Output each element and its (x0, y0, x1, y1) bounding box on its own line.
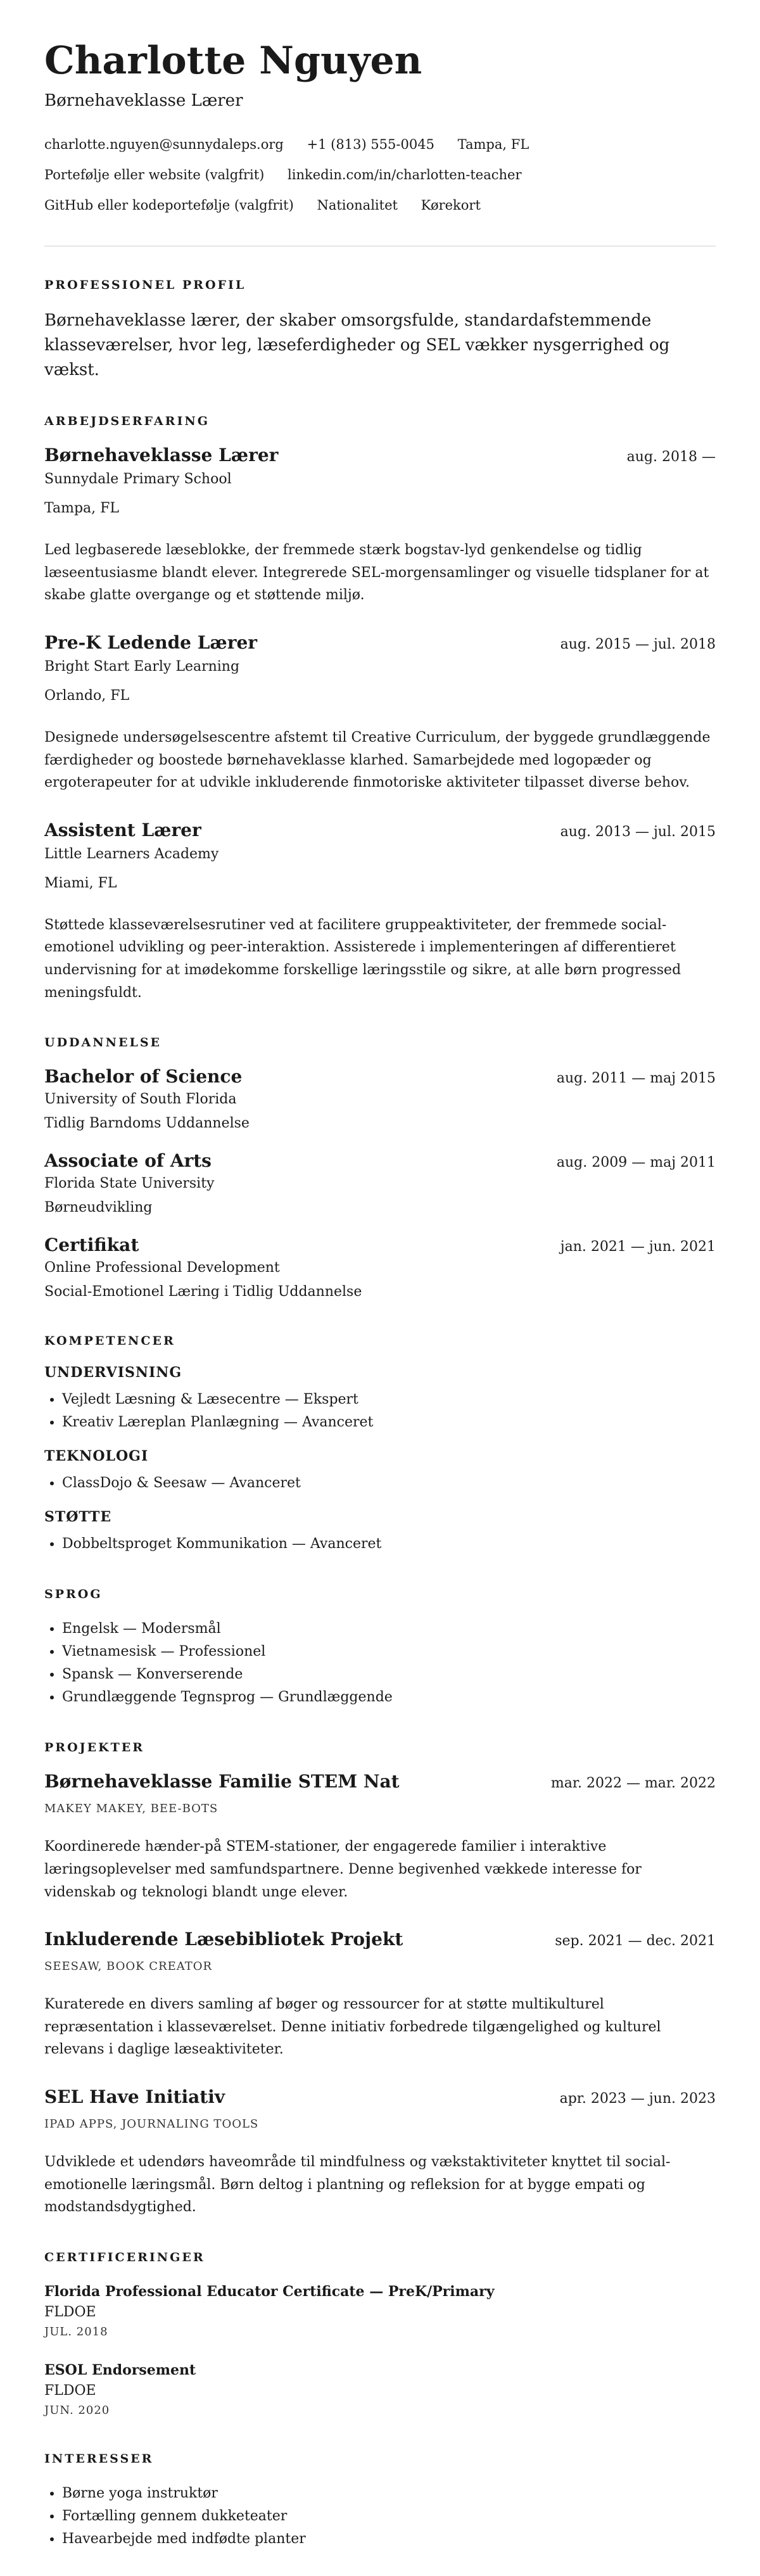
certification-entry (44, 2359, 716, 2420)
project-description: Koordinerede hænder-på STEM-stationer, der engagerede familier i interaktive læringsoplevelser med samfundspartnere. Denne begivenhed vækkede interesse for videnskab og teknologi blandt unge elever. (44, 1839, 642, 1900)
project-dates: apr. 2023 — jun. 2023 (559, 2091, 716, 2107)
project-entry (44, 1771, 716, 1903)
degree: Associate of Arts (44, 1150, 212, 1172)
skill-item: • Kreativ Læreplan Planlægning — Avanceret (62, 1411, 716, 1434)
skill-category: STØTTE (44, 1509, 112, 1526)
skill-item: • ClassDojo & Seesaw — Avanceret (62, 1472, 716, 1495)
experience-entry (44, 820, 716, 1005)
employer: Little Learners Academy (44, 846, 219, 862)
languages-heading: SPROG (44, 1587, 103, 1602)
skill-category: UNDERVISNING (44, 1364, 182, 1381)
skill-item: • Dobbeltsproget Kommunikation — Avanceret (62, 1533, 716, 1556)
certification-name: Florida Professional Educator Certificate — PreK/Primary (44, 2283, 495, 2300)
interest-item: • Fortælling gennem dukketeater (62, 2505, 716, 2528)
education-entry (44, 1066, 716, 1134)
project-description: Udviklede et udendørs haveområde til mindfulness og vækstaktiviteter knyttet til social-emotionelle læringsmål. Børn deltog i plantning og refleksion for at bygge empati og modstandsdygtighed. (44, 2154, 671, 2216)
education-dates: aug. 2011 — maj 2015 (556, 1070, 716, 1087)
experience-entry (44, 632, 716, 794)
job-title: Assistent Lærer (44, 819, 201, 841)
job-location: Orlando, FL (44, 687, 130, 704)
language-item: • Spansk — Konverserende (62, 1663, 716, 1686)
job-dates: aug. 2013 — jul. 2015 (560, 823, 716, 840)
candidate-name: Charlotte Nguyen (44, 39, 422, 83)
interest-item: • Børne yoga instruktør (62, 2482, 716, 2505)
language-item: • Engelsk — Modersmål (62, 1618, 716, 1640)
skill-list (44, 1388, 716, 1434)
project-entry (44, 1929, 716, 2061)
certifications-heading: CERTIFICERINGER (44, 2250, 205, 2264)
education-dates: aug. 2009 — maj 2011 (556, 1155, 716, 1171)
language-item: • Vietnamesisk — Professionel (62, 1640, 716, 1663)
profile-summary: Børnehaveklasse lærer, der skaber omsorgsfulde, standardafstemmende klasseværelser, hvor leg, læseferdigheder og SEL vækker nysgerrighed og vækst. (44, 311, 670, 379)
experience-entry (44, 445, 716, 607)
job-title: Børnehaveklasse Lærer (44, 445, 279, 466)
language-item: • Grundlæggende Tegnsprog — Grundlæggende (62, 1686, 716, 1709)
nationality: Nationalitet (317, 198, 398, 213)
job-description: Støttede klasseværelsesrutiner ved at facilitere gruppeaktiviteter, der fremmede social-emotionel udvikling og peer-interaktion. Assisterede i implementeringen af differentieret undervisning for at imødekomme forskellige læringsstile og sikre, at alle børn progressed meningsfuldt. (44, 917, 681, 1001)
employer: Bright Start Early Learning (44, 658, 240, 675)
interests-heading: INTERESSER (44, 2451, 154, 2466)
skill-item: • Vejledt Læsning & Læsecentre — Ekspert (62, 1388, 716, 1411)
job-location: Miami, FL (44, 875, 117, 891)
field-of-study: Børneudvikling (44, 1200, 153, 1216)
skill-list (44, 1472, 716, 1495)
education-entry (44, 1150, 716, 1218)
skill-category: TEKNOLOGI (44, 1448, 149, 1465)
candidate-title: Børnehaveklasse Lærer (44, 91, 243, 110)
job-description: Designede undersøgelsescentre afstemt til Creative Curriculum, der byggede grundlæggende færdigheder og boostede børnehaveklasse klarhed. Samarbejdede med logopæder og ergoterapeuter for at udvikle inkluderende finmotoriske aktiviteter tilpasset diverse behov. (44, 729, 711, 791)
certification-entry (44, 2281, 716, 2342)
field-of-study: Tidlig Barndoms Uddannelse (44, 1115, 250, 1132)
project-dates: mar. 2022 — mar. 2022 (550, 1775, 716, 1792)
contact-block (44, 129, 716, 220)
email-link[interactable]: charlotte.nguyen@sunnydaleps.org (44, 137, 284, 152)
job-dates: aug. 2015 — jul. 2018 (560, 636, 716, 652)
portfolio-link[interactable]: Portefølje eller website (valgfrit) (44, 167, 265, 182)
employer: Sunnydale Primary School (44, 471, 232, 487)
project-description: Kuraterede en divers samling af bøger og ressourcer for at støtte multikulturel repræsentation i klasseværelset. Denne initiativ forbedrede tilgængelighed og kulturel relevans i daglige læseaktiviteter. (44, 1996, 661, 2058)
project-dates: sep. 2021 — dec. 2021 (555, 1933, 716, 1950)
project-entry (44, 2086, 716, 2219)
certification-date: JUL. 2018 (44, 2325, 108, 2338)
skills-heading: KOMPETENCER (44, 1334, 175, 1348)
linkedin-link[interactable]: linkedin.com/in/charlotten-teacher (288, 167, 522, 182)
field-of-study: Social-Emotionel Læring i Tidlig Uddannelse (44, 1284, 362, 1300)
github-link[interactable]: GitHub eller kodeportefølje (valgfrit) (44, 198, 294, 213)
education-heading: UDDANNELSE (44, 1036, 162, 1050)
degree: Certifikat (44, 1234, 139, 1256)
education-entry (44, 1234, 716, 1302)
school: Online Professional Development (44, 1260, 280, 1276)
projects-heading: PROJEKTER (44, 1741, 145, 1755)
interest-list (44, 2482, 716, 2551)
school: Florida State University (44, 1176, 215, 1192)
certification-date: JUN. 2020 (44, 2403, 110, 2417)
certification-issuer: FLDOE (44, 2382, 96, 2399)
project-title: SEL Have Initiativ (44, 2086, 225, 2107)
job-title: Pre-K Ledende Lærer (44, 631, 258, 653)
job-description: Led legbaserede læseblokke, der fremmede stærk bogstav-lyd genkendelse og tidlig læseentusiasme blandt elever. Integrerede SEL-morgensamlinger og visuelle tidsplaner for at skabe glatte overgange og et støttende miljø. (44, 542, 709, 604)
job-dates: aug. 2018 — (626, 449, 716, 465)
profile-heading: PROFESSIONEL PROFIL (44, 278, 246, 292)
degree: Bachelor of Science (44, 1066, 243, 1088)
project-tech: IPAD APPS, JOURNALING TOOLS (44, 2117, 259, 2131)
job-location: Tampa, FL (44, 500, 120, 516)
project-tech: SEESAW, BOOK CREATOR (44, 1960, 213, 1974)
certification-name: ESOL Endorsement (44, 2361, 196, 2378)
project-tech: MAKEY MAKEY, BEE-BOTS (44, 1802, 218, 1816)
experience-heading: ARBEJDSERFARING (44, 414, 210, 428)
skill-list (44, 1533, 716, 1556)
location: Tampa, FL (457, 137, 529, 152)
education-dates: jan. 2021 — jun. 2021 (560, 1239, 716, 1255)
school: University of South Florida (44, 1091, 237, 1108)
project-title: Inkluderende Læsebibliotek Projekt (44, 1929, 403, 1950)
drivers-license: Kørekort (421, 198, 481, 213)
interest-item: • Havearbejde med indfødte planter (62, 2528, 716, 2551)
certification-issuer: FLDOE (44, 2304, 96, 2320)
project-title: Børnehaveklasse Familie STEM Nat (44, 1771, 400, 1792)
phone-number: +1 (813) 555-0045 (307, 137, 434, 152)
language-list (44, 1618, 716, 1709)
